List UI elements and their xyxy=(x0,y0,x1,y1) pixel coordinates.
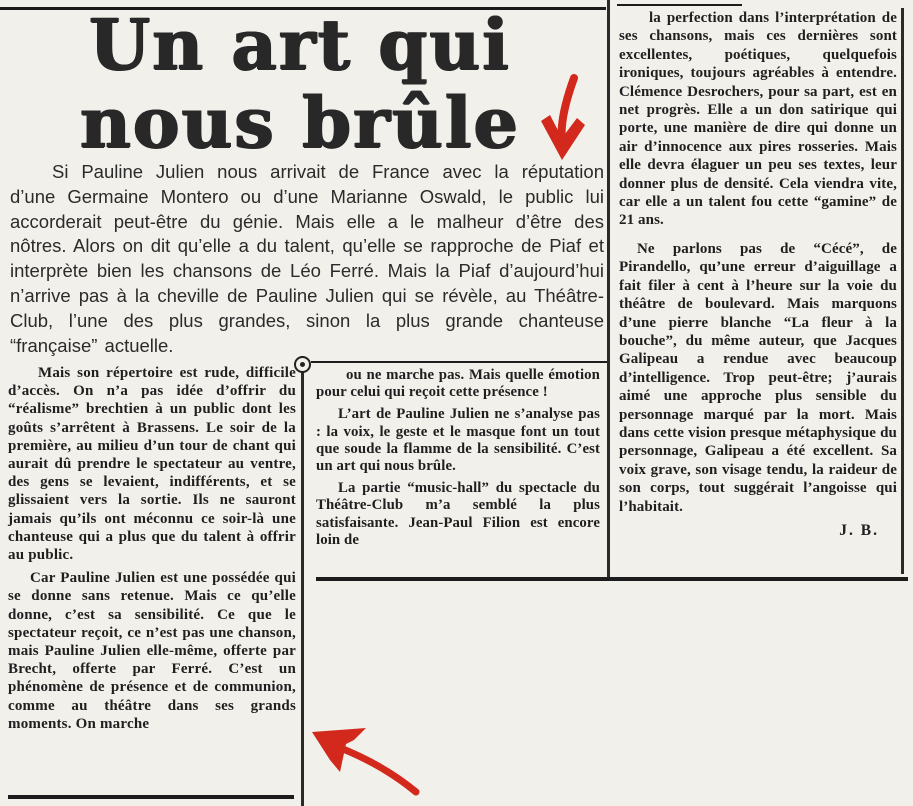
right-column xyxy=(619,9,897,540)
paragraph: Ne parlons pas de “Cécé”, de Pirandello, qu’une erreur d’aiguillage a fait filer à cent à l’heure sur la voie du théâtre de boulevard. Mais marquons d’une pierre blanche “La fleur à la bouche”, du même auteur, que Jacques Galipeau a rendue avec beaucoup d’intelligence. Trop peut-être; j’aurais aimé une approche plus sensible du personnage marqué par la mort. Mais dans cette vision presque métaphysique du personnage, Galipeau a été excellent. Sa voix grave, son visage tendu, la raideur de son corps, tout suggérait l’angoisse qui l’habitait. xyxy=(619,240,897,515)
page-edge-rule xyxy=(901,8,904,574)
paragraph: la perfection dans l’interprétation de ses chansons, mais ces dernières sont excellentes, poétiques, quelquefois ironiques, toujours agréables à entendre. Clémence Desrochers, pour sa part, est en net progrès. Elle a un don satirique qui porte, une manière de dire qui donne un air d’innocence aux pires rosseries. Mais elle devra élaguer un peu ses textes, leur donner plus de densité. Cela viendra vite, car elle a un talent fou cette “gamine” de 21 ans. xyxy=(619,10,897,229)
middle-bottom-rule xyxy=(316,577,908,581)
paragraph: Car Pauline Julien est une possédée qui se donne sans retenue. Mais ce qu’elle donne, c’est sa sensibilité. Ce que le spectateur reçoit, ce n’est pas une chanson, mais Pauline Julien elle-même, offerte par Brecht, offerte par Ferré. C’est un phénomène de présence et de communion, comme au théâtre dans ses grands moments. On marche xyxy=(8,570,296,732)
middle-column-top-rule xyxy=(311,361,607,363)
headline-line2: nous brûle xyxy=(79,81,521,164)
red-arrow-down-icon xyxy=(528,74,600,170)
red-arrow-up-left-icon xyxy=(308,718,426,800)
middle-column xyxy=(316,367,600,554)
article-headline xyxy=(14,3,586,166)
lede-paragraph: Si Pauline Julien nous arrivait de France avec la réputation d’une Germaine Montero ou d’une Marianne Oswald, le public lui accorderait peut-être du génie. Mais elle a le malheur d’être des nôtres. Alors on dit qu’elle a du talent, qu’elle se rapproche de Piaf et interprète bien les chansons de Léo Ferré. Mais la Piaf d’aujourd’hui n’arrive pas à la cheville de Pauline Julien qui se révèle, au Théâtre-Club, l’une des plus grandes, sinon la plus grande chanteuse “française” actuelle. xyxy=(10,161,604,356)
column-ornament-icon xyxy=(294,356,311,373)
paragraph: La partie “music-hall” du spectacle du Théâtre-Club m’a semblé la plus satisfaisante. Jean-Paul Filion est encore loin de xyxy=(316,480,600,548)
paragraph: L’art de Pauline Julien ne s’analyse pas : la voix, le geste et le masque font un tout que soude la flamme de la sensibilité. C’est un art qui nous brûle. xyxy=(316,406,600,475)
headline-line1: Un art qui xyxy=(89,3,511,86)
left-column xyxy=(8,364,296,738)
left-bottom-rule xyxy=(8,795,294,799)
column-divider-left xyxy=(301,356,304,806)
column-divider-right xyxy=(607,0,610,580)
paragraph: ou ne marche pas. Mais quelle émotion pour celui qui reçoit cette présence ! xyxy=(316,367,600,401)
author-initials: J. B. xyxy=(839,521,879,539)
paragraph: Mais son répertoire est rude, difficile d’accès. On n’a pas idée d’offrir du “réalisme” brechtien à un public dont les goûts s’arrêtent à Brassens. Le soir de la première, au milieu d’un tour de chant qui aurait dû prendre le spectateur au ventre, des gens se levaient, indifférents, et se glissaient vers la sortie. Ils ne sauront jamais qu’ils ont méconnu ce soir-là une chanteuse qui a plus que du talent à offrir au public. xyxy=(8,365,296,564)
top-rule-right xyxy=(617,4,742,6)
